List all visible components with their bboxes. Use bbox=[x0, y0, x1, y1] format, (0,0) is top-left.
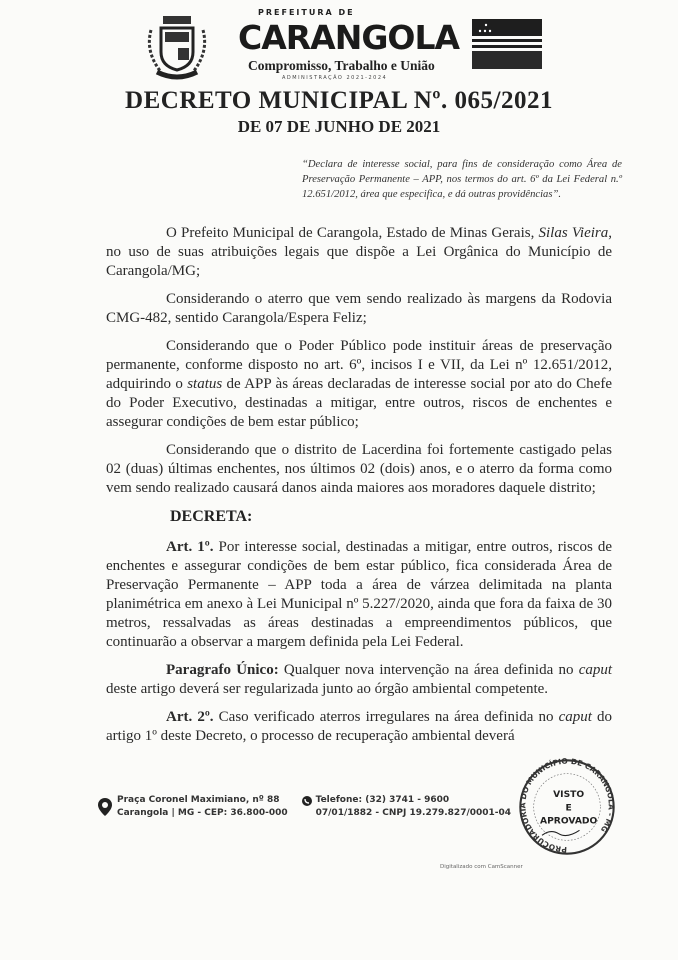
considering-paragraph-3: Considerando que o distrito de Lacerdina foi fortemente castigado pelas 02 (duas) últimas enchentes, nos últimos 02 (dois) anos, e o aterro da forma como vem sendo realizado causará danos ainda maiores aos moradores daquele distrito; bbox=[106, 442, 612, 496]
preamble-paragraph: O Prefeito Municipal de Carangola, Estado de Minas Gerais, Silas Vieira, no uso de suas atribuições legais que dispõe a Lei Orgânica do Município de Carangola/MG; bbox=[106, 225, 612, 279]
stamp-line-1: VISTO bbox=[553, 789, 585, 800]
header-administration: ADMINISTRAÇÃO 2021-2024 bbox=[282, 75, 388, 81]
sole-paragraph: Paragrafo Único: Qualquer nova intervenção na área definida no caput deste artigo deverá ser regularizada junto ao órgão ambiental competente. bbox=[106, 662, 613, 697]
considering-paragraph-2: Considerando que o Poder Público pode instituir áreas de preservação permanente, conforme disposto no art. 6º, incisos I e VII, da Lei nº 12.651/2012, adquirindo o status de APP às áreas declaradas de interesse social por ato do Chefe do Poder Executivo, destinadas a mitigar, entre outros, riscos de enchentes e assegurar condições de bem estar público; bbox=[106, 338, 612, 430]
stamp-ring-text: PROCURADORIA DO MUNICÍPIO DE CARANGOLA - MG bbox=[518, 756, 616, 855]
footer-address bbox=[117, 794, 288, 820]
signature bbox=[542, 830, 580, 835]
footer bbox=[0, 755, 678, 859]
coat-of-arms-logo bbox=[143, 10, 211, 82]
footer-cnpj: 07/01/1882 - CNPJ 19.279.827/0001-04 bbox=[315, 808, 512, 818]
decree-date: DE 07 DE JUNHO DE 2021 bbox=[237, 117, 441, 136]
header-brand: CARANGOLA bbox=[238, 18, 460, 57]
footer-phone: Telefone: (32) 3741 - 9600 bbox=[315, 795, 450, 805]
map-pin-icon bbox=[98, 798, 112, 816]
article-2: Art. 2º. Caso verificado aterros irregulares na área definida no caput do artigo 1º deste Decreto, o processo de recuperação ambiental deverá bbox=[106, 709, 613, 744]
municipal-flag-logo bbox=[472, 19, 542, 69]
decree-title: DECRETO MUNICIPAL Nº. 065/2021 bbox=[125, 87, 553, 114]
footer-contact bbox=[316, 794, 511, 820]
decree-epigraph: “Declara de interesse social, para fins de consideração como Área de Preservação Permanente – APP, nos termos do art. 6º da Lei Federal n.º 12.651/2012, área que especifica, e dá outras providências”. bbox=[302, 159, 622, 200]
header-prefeitura-label: PREFEITURA DE bbox=[258, 8, 355, 17]
considering-paragraph-1: Considerando o aterro que vem sendo realizado às margens da Rodovia CMG-482, sentido Carangola/Espera Feliz; bbox=[106, 291, 612, 326]
address-line-1: Praça Coronel Maximiano, nº 88 bbox=[117, 795, 280, 805]
address-line-2: Carangola | MG - CEP: 36.800-000 bbox=[117, 808, 288, 818]
stamp-line-3: APROVADO bbox=[540, 815, 598, 827]
decreta-heading: DECRETA: bbox=[170, 508, 253, 525]
scanner-note: Digitalizado com CamScanner bbox=[440, 864, 523, 870]
article-1: Art. 1º. Por interesse social, destinadas a mitigar, entre outros, riscos de enchentes e assegurar condições de bem estar público, fica considerada Área de Preservação Permanente – APP toda a área de várzea delimitada na planta planimétrica em anexo à Lei Municipal nº 5.227/2020, ainda que fora da faixa de 30 metros, ressalvadas as áreas destinadas a empreendimentos públicos, que continuarão a observar a margem definida pela Lei Federal. bbox=[106, 539, 612, 650]
stamp-line-2: E bbox=[565, 802, 572, 814]
approval-stamp bbox=[517, 755, 617, 859]
phone-icon bbox=[302, 796, 312, 806]
header-slogan: Compromisso, Trabalho e União bbox=[248, 58, 435, 73]
